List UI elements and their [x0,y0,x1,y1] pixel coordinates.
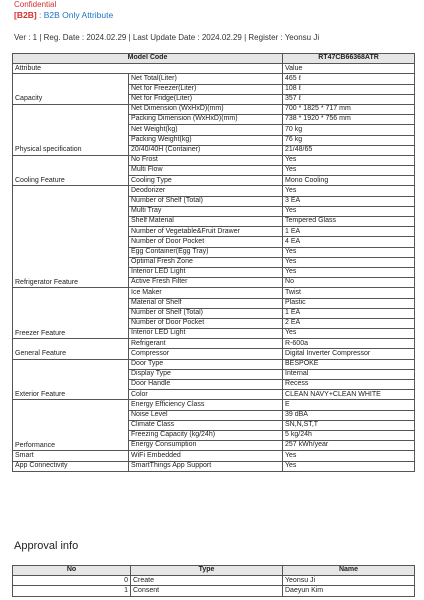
spec-category: Refrigerator Feature [13,186,129,288]
spec-attribute-name: Net Total(Liter) [129,74,283,84]
spec-attribute-name: Color [129,390,283,400]
spec-attribute-name: Number of Shelf (Total) [129,308,283,318]
spec-category: Capacity [13,74,129,105]
spec-attribute-name: Refrigerant [129,339,283,349]
spec-row [13,461,415,471]
spec-body [13,74,415,471]
spec-attribute-value: Yes [283,206,415,216]
spec-attribute-value: 1 EA [283,227,415,237]
spec-attribute-name: Optimal Fresh Zone [129,257,283,267]
spec-attribute-value: 5 kg/24h [283,430,415,440]
spec-attribute-value: 357 ℓ [283,94,415,104]
spec-category: Exterior Feature [13,359,129,400]
spec-attribute-name: Shelf Material [129,217,283,227]
b2b-notice [14,10,113,20]
approval-header-row [13,566,415,576]
spec-row [13,288,415,298]
spec-attribute-name: Net for Freezer(Liter) [129,84,283,94]
spec-attribute-name: Display Type [129,369,283,379]
spec-category: Cooling Feature [13,155,129,186]
approval-body [13,576,415,596]
spec-attribute-name: Energy Consumption [129,441,283,451]
spec-attribute-value: SN,N,ST,T [283,420,415,430]
approval-type: Consent [131,586,283,596]
spec-attribute-value: 700 * 1825 * 717 mm [283,104,415,114]
spec-row [13,339,415,349]
spec-attribute-name: Energy Efficiency Class [129,400,283,410]
spec-attribute-name: Deodorizer [129,186,283,196]
spec-attribute-name: Compressor [129,349,283,359]
approval-title: Approval info [14,540,79,552]
spec-attribute-value: No [283,278,415,288]
spec-attribute-value: 3 EA [283,196,415,206]
spec-attribute-name: Net Weight(kg) [129,125,283,135]
spec-attribute-name: Cooling Type [129,176,283,186]
spec-attribute-name: Egg Container(Egg Tray) [129,247,283,257]
approval-col-type: Type [131,566,283,576]
spec-attribute-name: Freezing Capacity (kg/24h) [129,430,283,440]
spec-attribute-name: Net Dimension (WxHxD)(mm) [129,104,283,114]
spec-attribute-name: Packing Weight(kg) [129,135,283,145]
spec-category: Performance [13,400,129,451]
approval-name: Daeyun Kim [283,586,415,596]
spec-category: General Feature [13,339,129,359]
spec-attribute-value: E [283,400,415,410]
approval-row [13,586,415,596]
spec-attribute-value: 108 ℓ [283,84,415,94]
spec-attribute-value: 257 kWh/year [283,441,415,451]
spec-attribute-name: Multi Tray [129,206,283,216]
approval-no: 1 [13,586,131,596]
approval-col-name: Name [283,566,415,576]
spec-attribute-name: Number of Vegetable&Fruit Drawer [129,227,283,237]
spec-row [13,104,415,114]
spec-attribute-name: Ice Maker [129,288,283,298]
spec-attribute-value: 465 ℓ [283,74,415,84]
spec-attribute-value: 1 EA [283,308,415,318]
confidential-label: Confidential [14,0,57,9]
spec-attribute-value: Yes [283,166,415,176]
spec-attribute-value: Yes [283,451,415,461]
spec-attribute-value: Recess [283,380,415,390]
spec-category: Freezer Feature [13,288,129,339]
spec-attribute-name: Multi Flow [129,166,283,176]
spec-attribute-value: CLEAN NAVY+CLEAN WHITE [283,390,415,400]
spec-row [13,451,415,461]
spec-attribute-value: 4 EA [283,237,415,247]
spec-attribute-value: Yes [283,461,415,471]
spec-attribute-value: Yes [283,247,415,257]
spec-attribute-name: Door Handle [129,380,283,390]
spec-row [13,400,415,410]
spec-row [13,359,415,369]
spec-attribute-value: Internal [283,369,415,379]
spec-attribute-name: Climate Class [129,420,283,430]
b2b-tag: [B2B] [14,10,37,20]
value-label: Value [283,64,415,74]
spec-attribute-value: Digital Inverter Compressor [283,349,415,359]
spec-attribute-value: 738 * 1920 * 756 mm [283,115,415,125]
model-code-value: RT47CB66368ATR [283,54,415,64]
approval-no: 0 [13,576,131,586]
spec-category: App Connectivity [13,461,129,471]
spec-row [13,186,415,196]
spec-attribute-name: WiFi Embedded [129,451,283,461]
b2b-text: : B2B Only Attribute [36,10,114,20]
spec-attribute-name: Packing Dimension (WxHxD)(mm) [129,115,283,125]
spec-category: Physical specification [13,104,129,155]
spec-attribute-name: Door Type [129,359,283,369]
attribute-label: Attribute [13,64,283,74]
spec-attribute-value: Plastic [283,298,415,308]
spec-attribute-value: 2 EA [283,318,415,328]
spec-attribute-value: Yes [283,186,415,196]
spec-attribute-value: Mono Cooling [283,176,415,186]
spec-table [12,53,415,472]
spec-attribute-value: BESPOKE [283,359,415,369]
spec-attribute-name: Active Fresh Filter [129,278,283,288]
spec-header-row [13,54,415,64]
spec-row [13,155,415,165]
spec-attribute-name: Number of Door Pocket [129,237,283,247]
spec-attribute-name: SmartThings App Support [129,461,283,471]
spec-attribute-value: Tempered Glass [283,217,415,227]
spec-attribute-name: Number of Door Pocket [129,318,283,328]
spec-attribute-name: Net for Fridge(Liter) [129,94,283,104]
attribute-row [13,64,415,74]
approval-type: Create [131,576,283,586]
spec-attribute-value: 70 kg [283,125,415,135]
approval-table [12,565,415,597]
spec-row [13,74,415,84]
spec-attribute-name: Interior LED Light [129,267,283,277]
spec-attribute-value: R-600a [283,339,415,349]
model-code-header: Model Code [13,54,283,64]
spec-attribute-name: No Frost [129,155,283,165]
spec-attribute-name: 20/40/40H (Container) [129,145,283,155]
spec-category: Smart [13,451,129,461]
spec-attribute-value: 39 dBA [283,410,415,420]
document-meta: Ver : 1 | Reg. Date : 2024.02.29 | Last Update Date : 2024.02.29 | Register : Yeonsu Ji [14,33,320,42]
spec-attribute-value: Yes [283,267,415,277]
spec-attribute-value: 76 kg [283,135,415,145]
spec-attribute-name: Material of Shelf [129,298,283,308]
spec-attribute-value: Twist [283,288,415,298]
spec-attribute-value: Yes [283,257,415,267]
approval-col-no: No [13,566,131,576]
spec-attribute-value: 21/48/65 [283,145,415,155]
approval-name: Yeonsu Ji [283,576,415,586]
spec-attribute-name: Interior LED Light [129,329,283,339]
spec-attribute-value: Yes [283,155,415,165]
approval-row [13,576,415,586]
spec-attribute-name: Noise Level [129,410,283,420]
spec-attribute-value: Yes [283,329,415,339]
spec-attribute-name: Number of Shelf (Total) [129,196,283,206]
